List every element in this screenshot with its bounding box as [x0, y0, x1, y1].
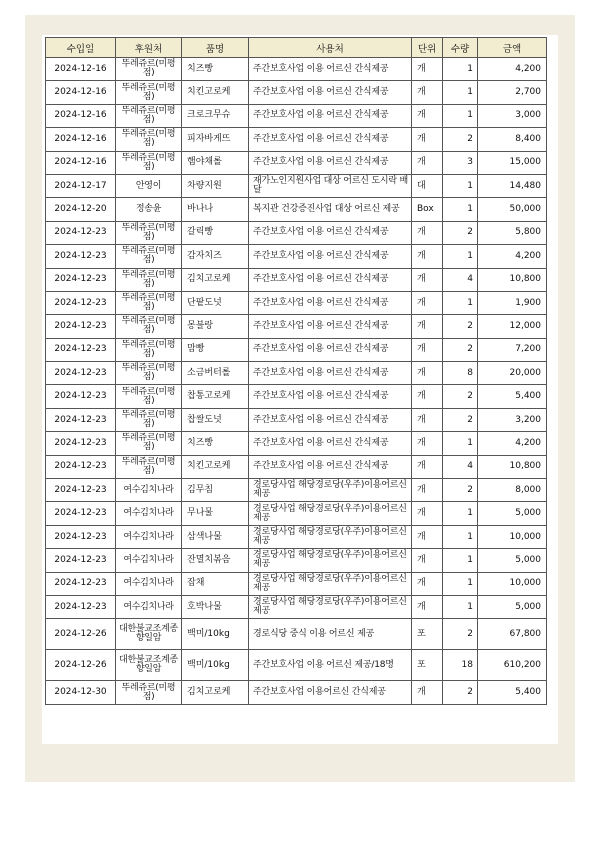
cell-donor: 뚜레쥬르(미평점) — [116, 128, 182, 151]
cell-use: 경로당사업 해당경로당(우주)이용어르신 제공 — [249, 502, 412, 525]
table-row — [46, 362, 547, 385]
cell-date: 2024-12-23 — [46, 455, 116, 478]
cell-qty: 8 — [443, 362, 478, 385]
table-row — [46, 315, 547, 338]
cell-amount: 3,200 — [478, 408, 547, 431]
table-row — [46, 338, 547, 361]
cell-use: 주간보호사업 이용 어르신 간식제공 — [249, 291, 412, 314]
cell-unit: 개 — [412, 362, 443, 385]
cell-item: 단팥도넛 — [182, 291, 249, 314]
cell-date: 2024-12-23 — [46, 595, 116, 618]
cell-item: 햄야채롤 — [182, 151, 249, 174]
cell-use: 주간보호사업 이용 어르신 간식제공 — [249, 455, 412, 478]
header-unit: 단위 — [412, 38, 443, 58]
cell-unit: 개 — [412, 268, 443, 291]
cell-use: 주간보호사업 이용 어르신 간식제공 — [249, 104, 412, 127]
cell-donor: 여수김치나라 — [116, 479, 182, 502]
cell-unit: 개 — [412, 315, 443, 338]
cell-date: 2024-12-23 — [46, 362, 116, 385]
cell-amount: 10,000 — [478, 572, 547, 595]
cell-date: 2024-12-16 — [46, 58, 116, 81]
cell-unit: 개 — [412, 432, 443, 455]
cell-use: 주간보호사업 이용 어르신 간식제공 — [249, 268, 412, 291]
cell-date: 2024-12-23 — [46, 385, 116, 408]
cell-unit: 개 — [412, 81, 443, 104]
cell-donor: 뚜레쥬르(미평점) — [116, 362, 182, 385]
cell-amount: 610,200 — [478, 650, 547, 681]
cell-amount: 4,200 — [478, 245, 547, 268]
cell-date: 2024-12-16 — [46, 128, 116, 151]
table-row — [46, 479, 547, 502]
table-row — [46, 681, 547, 704]
cell-date: 2024-12-23 — [46, 315, 116, 338]
table-row — [46, 104, 547, 127]
cell-item: 잔멸치볶음 — [182, 549, 249, 572]
cell-item: 차량지원 — [182, 174, 249, 197]
table-row — [46, 455, 547, 478]
cell-amount: 20,000 — [478, 362, 547, 385]
cell-qty: 4 — [443, 268, 478, 291]
cell-use: 경로당사업 해당경로당(우주)이용어르신 제공 — [249, 595, 412, 618]
cell-donor: 뚜레쥬르(미평점) — [116, 81, 182, 104]
cell-use: 주간보호사업 이용 어르신 간식제공 — [249, 245, 412, 268]
cell-qty: 2 — [443, 479, 478, 502]
cell-unit: 개 — [412, 221, 443, 244]
cell-use: 주간보호사업 이용 어르신 간식제공 — [249, 408, 412, 431]
page-frame — [25, 15, 575, 782]
cell-amount: 1,900 — [478, 291, 547, 314]
cell-unit: 개 — [412, 525, 443, 548]
table-row — [46, 198, 547, 221]
cell-qty: 2 — [443, 128, 478, 151]
cell-amount: 12,000 — [478, 315, 547, 338]
table-row — [46, 572, 547, 595]
table-row — [46, 221, 547, 244]
cell-donor: 뚜레쥬르(미평점) — [116, 455, 182, 478]
cell-qty: 1 — [443, 549, 478, 572]
cell-qty: 1 — [443, 198, 478, 221]
cell-item: 호박나물 — [182, 595, 249, 618]
cell-item: 백미/10kg — [182, 619, 249, 650]
cell-amount: 2,700 — [478, 81, 547, 104]
cell-item: 치킨고로케 — [182, 81, 249, 104]
table-row — [46, 174, 547, 197]
cell-unit: 개 — [412, 58, 443, 81]
table-row — [46, 268, 547, 291]
cell-date: 2024-12-26 — [46, 619, 116, 650]
cell-qty: 1 — [443, 174, 478, 197]
table-row — [46, 549, 547, 572]
cell-date: 2024-12-23 — [46, 549, 116, 572]
cell-item: 김치고로케 — [182, 268, 249, 291]
cell-date: 2024-12-23 — [46, 525, 116, 548]
cell-amount: 8,400 — [478, 128, 547, 151]
cell-unit: 개 — [412, 408, 443, 431]
cell-qty: 2 — [443, 315, 478, 338]
cell-qty: 1 — [443, 432, 478, 455]
cell-item: 갈릭빵 — [182, 221, 249, 244]
cell-date: 2024-12-26 — [46, 650, 116, 681]
table-row — [46, 595, 547, 618]
header-item: 품명 — [182, 38, 249, 58]
cell-qty: 2 — [443, 681, 478, 704]
cell-date: 2024-12-23 — [46, 338, 116, 361]
cell-use: 주간보호사업 이용 어르신 간식제공 — [249, 432, 412, 455]
cell-unit: 개 — [412, 455, 443, 478]
cell-qty: 1 — [443, 502, 478, 525]
cell-item: 맘빵 — [182, 338, 249, 361]
cell-date: 2024-12-16 — [46, 104, 116, 127]
cell-donor: 정송윤 — [116, 198, 182, 221]
table-row — [46, 525, 547, 548]
cell-use: 주간보호사업 이용 어르신 제공/18명 — [249, 650, 412, 681]
table-row — [46, 151, 547, 174]
cell-donor: 안영이 — [116, 174, 182, 197]
cell-unit: 개 — [412, 595, 443, 618]
cell-date: 2024-12-23 — [46, 502, 116, 525]
cell-amount: 50,000 — [478, 198, 547, 221]
table-row — [46, 245, 547, 268]
cell-donor: 뚜레쥬르(미평점) — [116, 245, 182, 268]
cell-donor: 뚜레쥬르(미평점) — [116, 104, 182, 127]
cell-item: 무나물 — [182, 502, 249, 525]
table-row — [46, 650, 547, 681]
cell-amount: 15,000 — [478, 151, 547, 174]
cell-amount: 7,200 — [478, 338, 547, 361]
table-row — [46, 432, 547, 455]
cell-unit: 포 — [412, 650, 443, 681]
cell-date: 2024-12-20 — [46, 198, 116, 221]
cell-qty: 1 — [443, 104, 478, 127]
cell-qty: 1 — [443, 525, 478, 548]
cell-qty: 2 — [443, 408, 478, 431]
table-header-row — [46, 38, 547, 58]
cell-donor: 여수김치나라 — [116, 595, 182, 618]
cell-date: 2024-12-23 — [46, 221, 116, 244]
cell-date: 2024-12-23 — [46, 291, 116, 314]
cell-donor: 뚜레쥬르(미평점) — [116, 315, 182, 338]
cell-unit: 개 — [412, 151, 443, 174]
table-row — [46, 128, 547, 151]
cell-amount: 67,800 — [478, 619, 547, 650]
header-use: 사용처 — [249, 38, 412, 58]
cell-use: 복지관 건강증진사업 대상 어르신 제공 — [249, 198, 412, 221]
cell-donor: 대한불교조계종 향일암 — [116, 619, 182, 650]
cell-item: 김무침 — [182, 479, 249, 502]
cell-donor: 뚜레쥬르(미평점) — [116, 151, 182, 174]
table-row — [46, 58, 547, 81]
cell-date: 2024-12-16 — [46, 151, 116, 174]
cell-use: 주간보호사업 이용 어르신 간식제공 — [249, 151, 412, 174]
cell-date: 2024-12-23 — [46, 268, 116, 291]
cell-unit: 개 — [412, 291, 443, 314]
cell-use: 경로식당 중식 이용 어르신 제공 — [249, 619, 412, 650]
cell-date: 2024-12-23 — [46, 572, 116, 595]
cell-unit: 개 — [412, 572, 443, 595]
cell-item: 잡채 — [182, 572, 249, 595]
cell-donor: 대한불교조계종 향일암 — [116, 650, 182, 681]
cell-item: 찹통고로케 — [182, 385, 249, 408]
header-amount: 금액 — [478, 38, 547, 58]
cell-use: 주간보호사업 이용 어르신 간식제공 — [249, 221, 412, 244]
cell-use: 경로당사업 해당경로당(우주)이용어르신 제공 — [249, 525, 412, 548]
cell-amount: 10,000 — [478, 525, 547, 548]
cell-unit: 대 — [412, 174, 443, 197]
cell-qty: 4 — [443, 455, 478, 478]
cell-amount: 10,800 — [478, 268, 547, 291]
cell-amount: 5,000 — [478, 502, 547, 525]
table-row — [46, 291, 547, 314]
cell-item: 치킨고로케 — [182, 455, 249, 478]
cell-date: 2024-12-30 — [46, 681, 116, 704]
header-date: 수입일 — [46, 38, 116, 58]
donation-table — [45, 37, 547, 705]
cell-unit: 개 — [412, 681, 443, 704]
cell-unit: 개 — [412, 245, 443, 268]
cell-donor: 여수김치나라 — [116, 549, 182, 572]
cell-item: 크로크무슈 — [182, 104, 249, 127]
header-donor: 후원처 — [116, 38, 182, 58]
cell-amount: 10,800 — [478, 455, 547, 478]
cell-item: 치즈빵 — [182, 432, 249, 455]
table-row — [46, 619, 547, 650]
cell-qty: 3 — [443, 151, 478, 174]
cell-qty: 1 — [443, 291, 478, 314]
cell-qty: 1 — [443, 245, 478, 268]
document-sheet — [42, 35, 558, 744]
cell-unit: 개 — [412, 338, 443, 361]
cell-use: 경로당사업 해당경로당(우주)이용어르신 제공 — [249, 479, 412, 502]
cell-use: 주간보호사업 이용 어르신 간식제공 — [249, 58, 412, 81]
cell-item: 찹쌀도넛 — [182, 408, 249, 431]
cell-unit: 개 — [412, 549, 443, 572]
cell-date: 2024-12-17 — [46, 174, 116, 197]
cell-unit: 포 — [412, 619, 443, 650]
cell-donor: 뚜레쥬르(미평점) — [116, 338, 182, 361]
cell-item: 피자바게뜨 — [182, 128, 249, 151]
cell-amount: 8,000 — [478, 479, 547, 502]
cell-qty: 1 — [443, 81, 478, 104]
cell-use: 주간보호사업 이용 어르신 간식제공 — [249, 315, 412, 338]
cell-date: 2024-12-23 — [46, 245, 116, 268]
cell-use: 주간보호사업 이용 어르신 간식제공 — [249, 128, 412, 151]
cell-amount: 5,400 — [478, 681, 547, 704]
cell-donor: 여수김치나라 — [116, 525, 182, 548]
cell-qty: 1 — [443, 595, 478, 618]
cell-donor: 뚜레쥬르(미평점) — [116, 291, 182, 314]
cell-donor: 뚜레쥬르(미평점) — [116, 385, 182, 408]
cell-unit: 개 — [412, 128, 443, 151]
cell-qty: 1 — [443, 58, 478, 81]
cell-use: 주간보호사업 이용 어르신 간식제공 — [249, 385, 412, 408]
cell-item: 바나나 — [182, 198, 249, 221]
cell-donor: 뚜레쥬르(미평점) — [116, 408, 182, 431]
cell-unit: 개 — [412, 479, 443, 502]
cell-use: 경로당사업 해당경로당(우주)이용어르신 제공 — [249, 572, 412, 595]
cell-qty: 2 — [443, 221, 478, 244]
cell-qty: 1 — [443, 572, 478, 595]
table-row — [46, 502, 547, 525]
cell-amount: 5,000 — [478, 549, 547, 572]
header-qty: 수량 — [443, 38, 478, 58]
cell-amount: 5,000 — [478, 595, 547, 618]
cell-use: 주간보호사업 이용 어르신 간식제공 — [249, 338, 412, 361]
cell-donor: 여수김치나라 — [116, 572, 182, 595]
cell-date: 2024-12-23 — [46, 408, 116, 431]
cell-donor: 뚜레쥬르(미평점) — [116, 268, 182, 291]
cell-unit: 개 — [412, 502, 443, 525]
cell-item: 감자치즈 — [182, 245, 249, 268]
cell-use: 주간보호사업 이용어르신 간식제공 — [249, 681, 412, 704]
cell-amount: 4,200 — [478, 432, 547, 455]
cell-amount: 5,400 — [478, 385, 547, 408]
cell-date: 2024-12-16 — [46, 81, 116, 104]
cell-item: 치즈빵 — [182, 58, 249, 81]
cell-use: 경로당사업 해당경로당(우주)이용어르신 제공 — [249, 549, 412, 572]
cell-amount: 5,800 — [478, 221, 547, 244]
cell-date: 2024-12-23 — [46, 432, 116, 455]
cell-item: 삼색나물 — [182, 525, 249, 548]
cell-amount: 4,200 — [478, 58, 547, 81]
cell-donor: 뚜레쥬르(미평점) — [116, 58, 182, 81]
cell-amount: 14,480 — [478, 174, 547, 197]
cell-item: 김치고로케 — [182, 681, 249, 704]
cell-qty: 2 — [443, 385, 478, 408]
cell-use: 재가노인지원사업 대상 어르신 도시락 배달 — [249, 174, 412, 197]
cell-item: 백미/10kg — [182, 650, 249, 681]
cell-qty: 2 — [443, 338, 478, 361]
cell-use: 주간보호사업 이용 어르신 간식제공 — [249, 362, 412, 385]
cell-date: 2024-12-23 — [46, 479, 116, 502]
cell-use: 주간보호사업 이용 어르신 간식제공 — [249, 81, 412, 104]
cell-unit: 개 — [412, 385, 443, 408]
table-row — [46, 81, 547, 104]
cell-donor: 뚜레쥬르(미평점) — [116, 681, 182, 704]
cell-unit: 개 — [412, 104, 443, 127]
cell-donor: 여수김치나라 — [116, 502, 182, 525]
cell-item: 몽블랑 — [182, 315, 249, 338]
table-row — [46, 385, 547, 408]
table-row — [46, 408, 547, 431]
cell-amount: 3,000 — [478, 104, 547, 127]
cell-donor: 뚜레쥬르(미평점) — [116, 432, 182, 455]
table-body — [46, 58, 547, 705]
cell-donor: 뚜레쥬르(미평점) — [116, 221, 182, 244]
cell-qty: 18 — [443, 650, 478, 681]
cell-qty: 2 — [443, 619, 478, 650]
cell-unit: Box — [412, 198, 443, 221]
cell-item: 소금버터롤 — [182, 362, 249, 385]
